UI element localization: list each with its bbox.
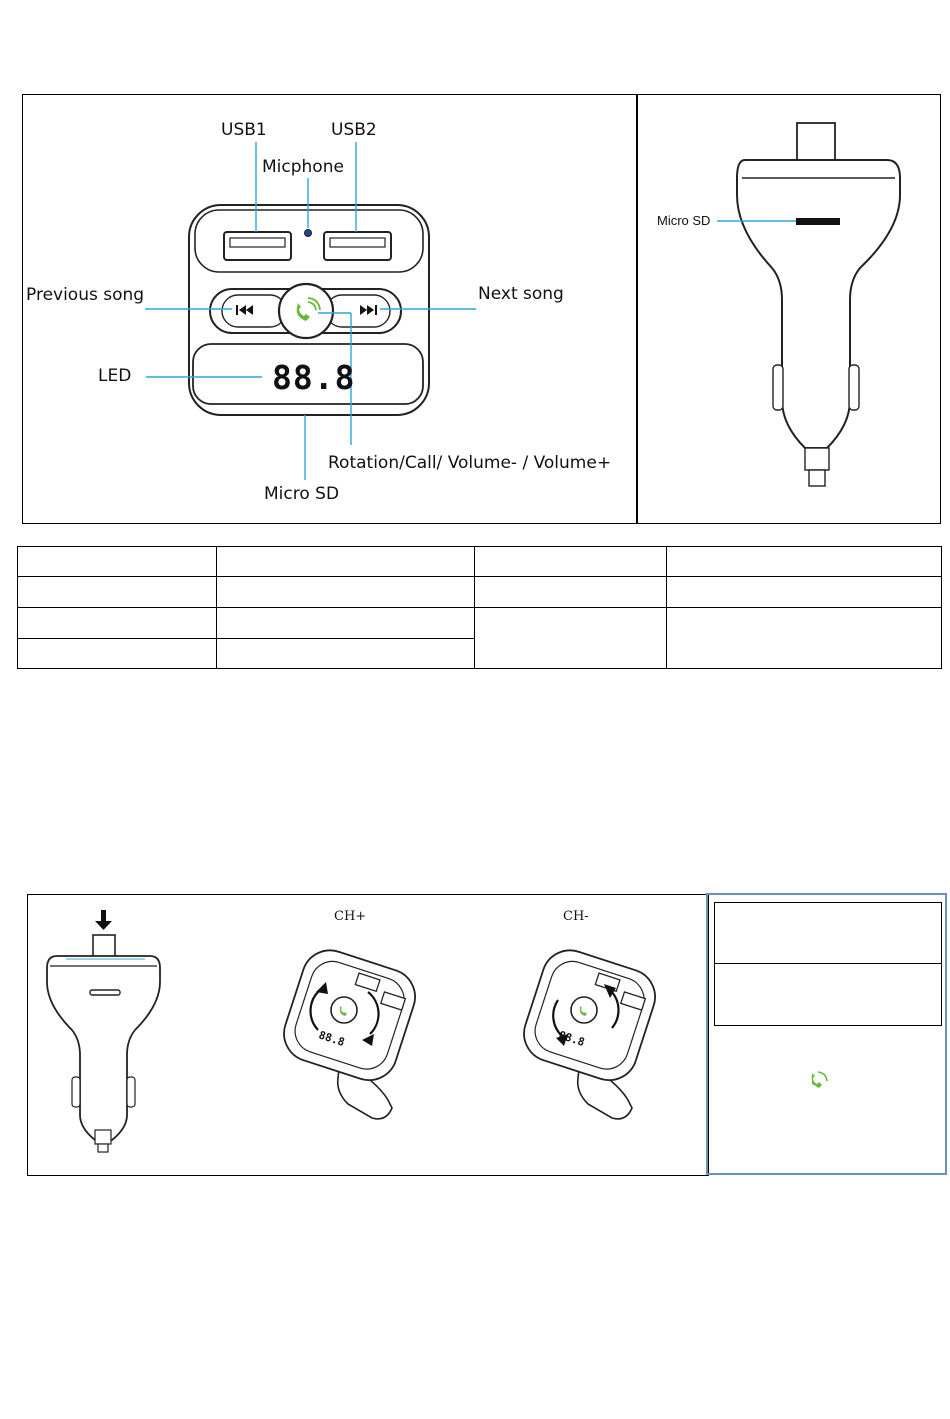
- ch-minus-device: [517, 943, 663, 1119]
- previous-song-label: Previous song: [26, 285, 145, 305]
- usb1-label: USB1: [221, 120, 267, 140]
- micro-sd-side-label: Micro SD: [657, 213, 711, 228]
- step1-device: [47, 935, 160, 1152]
- svg-text:88.8: 88.8: [317, 1028, 347, 1050]
- call-icon-small: [812, 1072, 827, 1088]
- ch-plus-device: [277, 943, 423, 1119]
- micro-sd-front-label: Micro SD: [264, 484, 340, 504]
- rotation-call-volume-label: Rotation/Call/ Volume- / Volume+: [328, 453, 612, 473]
- micphone-label: Micphone: [262, 157, 344, 177]
- next-song-label: Next song: [478, 284, 564, 304]
- ch-minus-label: CH-: [563, 909, 589, 924]
- usb2-label: USB2: [331, 120, 377, 140]
- led-label: LED: [98, 366, 132, 386]
- led-display: 88.8: [272, 358, 356, 397]
- ch-plus-label: CH+: [334, 909, 367, 924]
- svg-text:88.8: 88.8: [557, 1028, 587, 1050]
- down-arrow-icon: [95, 910, 112, 930]
